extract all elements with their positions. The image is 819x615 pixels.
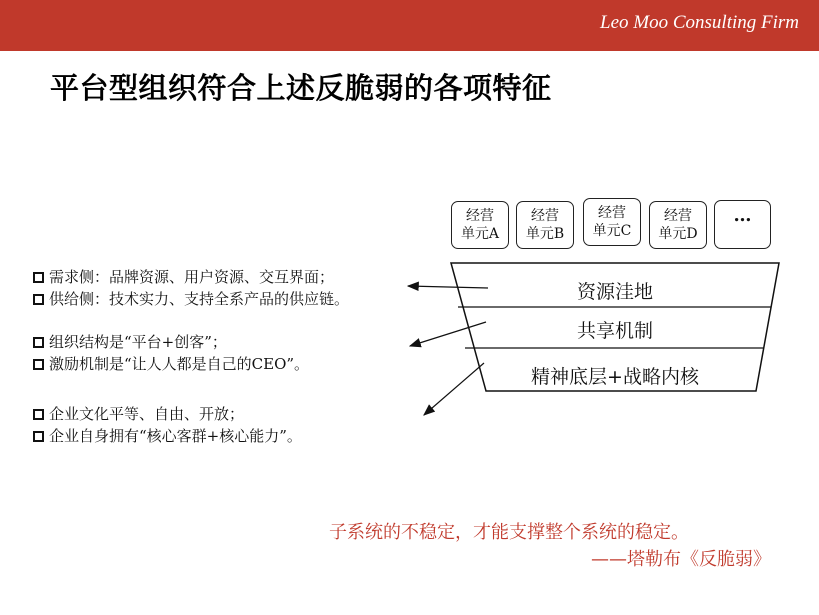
point-item: [33, 353, 309, 375]
checkbox-icon: [33, 294, 44, 305]
point-item: [33, 403, 302, 425]
unit-d-line2: 单元D: [658, 226, 698, 242]
point-text: 企业文化平等、自由、开放；: [49, 405, 245, 423]
point-text: 需求侧：品牌资源、用户资源、交互界面；: [49, 268, 335, 286]
point-text: 激励机制是“让人人都是自己的CEO”。: [49, 355, 310, 373]
point-item: [33, 425, 302, 447]
point-item: [33, 266, 349, 288]
layer-sharing-mechanism: 共享机制: [576, 320, 653, 342]
quote-text: 子系统的不稳定，才能支撑整个系统的稳定。: [329, 522, 689, 543]
checkbox-icon: [33, 272, 44, 283]
point-item: [33, 331, 309, 353]
quote-author: ——塔勒布《反脆弱》: [591, 549, 771, 570]
points-group-3: [33, 403, 302, 447]
checkbox-icon: [33, 431, 44, 442]
brand-name: Leo Moo Consulting Firm: [600, 12, 799, 33]
checkbox-icon: [33, 337, 44, 348]
unit-c-line1: 经营: [598, 205, 626, 221]
unit-a-line2: 单元A: [460, 226, 500, 242]
unit-c-line2: 单元C: [592, 223, 632, 239]
page-title: 平台型组织符合上述反脆弱的各项特征: [50, 71, 552, 105]
point-text: 组织结构是“平台+创客”；: [49, 333, 227, 351]
unit-a-line1: 经营: [466, 208, 494, 224]
unit-d-line1: 经营: [664, 208, 692, 224]
unit-b-line1: 经营: [531, 208, 559, 224]
layer-spirit-core: 精神底层+战略内核: [531, 366, 699, 388]
point-item: [33, 288, 349, 310]
points-group-2: [33, 331, 309, 375]
unit-more-ellipsis: …: [733, 205, 752, 226]
checkbox-icon: [33, 359, 44, 370]
unit-b-line2: 单元B: [525, 226, 565, 242]
points-group-1: [33, 266, 349, 310]
point-text: 企业自身拥有“核心客群+核心能力”。: [49, 427, 302, 445]
checkbox-icon: [33, 409, 44, 420]
layer-resource-basin: 资源洼地: [576, 281, 653, 303]
point-text: 供给侧：技术实力、支持全系产品的供应链。: [49, 290, 350, 308]
